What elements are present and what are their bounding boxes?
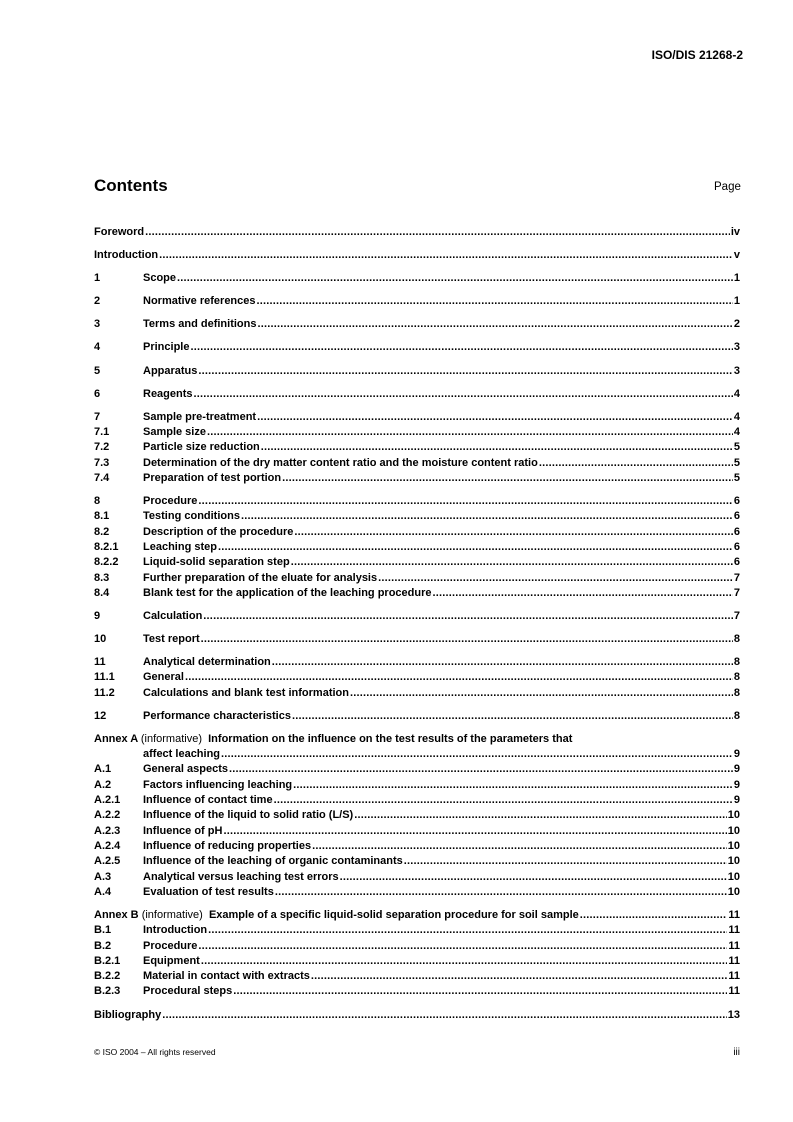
section-title: Reagents <box>143 387 193 400</box>
section-number: 8.3 <box>94 571 110 584</box>
dot-leader <box>202 609 733 624</box>
section-title: Influence of contact time <box>143 794 273 807</box>
toc-entry[interactable] <box>94 939 740 954</box>
toc-entry[interactable] <box>94 793 740 808</box>
toc-entry[interactable] <box>94 808 740 823</box>
section-title: Foreword <box>94 226 145 238</box>
section-number: 7.3 <box>94 456 110 469</box>
section-number: 3 <box>94 318 101 331</box>
annex-group <box>94 908 740 1000</box>
section-title: Blank test for the application of the leaching procedure <box>143 586 432 599</box>
page-ref: 10 <box>727 855 740 868</box>
toc-entry[interactable] <box>94 340 740 355</box>
dot-leader <box>403 854 727 869</box>
section-title: General <box>143 671 184 684</box>
toc-entry[interactable] <box>94 655 740 670</box>
section-title: Procedure <box>143 939 198 952</box>
section-title: Determination of the dry matter content ratio and the moisture content ratio <box>143 456 538 469</box>
dot-leader <box>176 271 733 286</box>
dot-leader <box>273 793 733 808</box>
section-number: 8.4 <box>94 586 110 599</box>
section-number: 7 <box>94 410 101 423</box>
section-title: Description of the procedure <box>143 525 294 538</box>
section-title: Bibliography <box>94 1008 162 1021</box>
section-number: B.2.3 <box>94 985 121 998</box>
toc-entry[interactable] <box>94 248 740 263</box>
dot-leader <box>197 494 732 509</box>
dot-leader <box>377 571 733 586</box>
section-number: A.2.2 <box>94 809 121 822</box>
section-title: Material in contact with extracts <box>143 970 310 983</box>
annex-heading[interactable] <box>94 732 740 747</box>
section-title: Particle size reduction <box>143 441 260 454</box>
toc-entry[interactable] <box>94 984 740 999</box>
toc-group <box>94 709 740 724</box>
section-title: Normative references <box>143 295 256 308</box>
section-number: B.1 <box>94 924 112 937</box>
section-number: 7.4 <box>94 471 110 484</box>
page-ref: 1 <box>733 272 740 285</box>
page-ref: 13 <box>727 1008 740 1021</box>
annex-type: (informative) <box>141 908 203 921</box>
copyright: © ISO 2004 – All rights reserved <box>94 1047 216 1057</box>
annex-heading-cont[interactable] <box>94 747 740 762</box>
contents-title: Contents <box>94 176 168 195</box>
page-ref: 7 <box>733 609 740 622</box>
toc-entry[interactable] <box>94 271 740 286</box>
dot-leader <box>232 984 727 999</box>
toc-entry[interactable] <box>94 387 740 402</box>
section-number: A.3 <box>94 870 112 883</box>
section-number: 11.1 <box>94 671 115 684</box>
section-number: 2 <box>94 295 101 308</box>
section-number: 11.2 <box>94 686 115 699</box>
section-title: Apparatus <box>143 364 198 377</box>
page-ref: 9 <box>733 763 740 776</box>
section-number: A.2 <box>94 778 112 791</box>
page-footer <box>94 1047 740 1058</box>
toc-entry[interactable] <box>94 670 740 685</box>
section-number: 8.2.2 <box>94 556 119 569</box>
dot-leader <box>579 908 728 923</box>
toc-entry[interactable] <box>94 509 740 524</box>
toc-entry[interactable] <box>94 364 740 379</box>
page-ref: 2 <box>733 318 740 331</box>
page-column-label: Page <box>714 181 741 193</box>
annex-title-cont: affect leaching <box>143 748 221 761</box>
dot-leader <box>193 387 733 402</box>
toc-entry[interactable] <box>94 294 740 309</box>
section-number: 4 <box>94 341 101 354</box>
page-ref: v <box>733 249 740 262</box>
section-title: Terms and definitions <box>143 318 257 331</box>
page-ref: 11 <box>728 939 740 952</box>
section-number: 10 <box>94 633 107 645</box>
page-ref: 10 <box>727 870 740 883</box>
toc-entry[interactable] <box>94 632 740 647</box>
section-number: 6 <box>94 387 101 400</box>
dot-leader <box>353 808 727 823</box>
dot-leader <box>220 747 733 762</box>
toc-entry[interactable] <box>94 456 740 471</box>
toc-group <box>94 494 740 601</box>
toc-group <box>94 609 740 624</box>
section-title: Analytical determination <box>143 656 271 669</box>
dot-leader <box>217 540 733 555</box>
annex-label: Annex B <box>94 908 139 921</box>
section-title: Sample pre-treatment <box>143 410 257 423</box>
page-ref: 11 <box>728 908 740 921</box>
toc-entry[interactable] <box>94 571 740 586</box>
toc-entry[interactable] <box>94 317 740 332</box>
section-number: B.2.2 <box>94 970 121 983</box>
dot-leader <box>256 410 733 425</box>
page-ref: 11 <box>728 954 740 967</box>
dot-leader <box>144 225 730 240</box>
dot-leader <box>274 885 727 900</box>
toc-entry[interactable] <box>94 854 740 869</box>
dot-leader <box>538 456 733 471</box>
dot-leader <box>281 471 733 486</box>
section-title: Evaluation of test results <box>143 885 274 898</box>
toc-group <box>94 271 740 286</box>
section-number: A.2.3 <box>94 824 121 837</box>
section-title: Influence of the leaching of organic contaminants <box>143 855 403 868</box>
annex-title: Example of a specific liquid-solid separation procedure for soil sample <box>208 908 579 921</box>
section-title: Preparation of test portion <box>143 471 282 484</box>
page-ref: 7 <box>733 571 740 584</box>
section-title: Calculation <box>143 609 203 622</box>
toc-group <box>94 294 740 309</box>
dot-leader <box>349 686 733 701</box>
dot-leader <box>200 954 728 969</box>
toc-group <box>94 340 740 355</box>
section-title: Scope <box>143 272 177 285</box>
section-title: Influence of reducing properties <box>143 839 312 852</box>
dot-leader <box>158 248 733 263</box>
dot-leader <box>292 778 733 793</box>
section-title: Factors influencing leaching <box>143 778 293 791</box>
toc-entry[interactable] <box>94 778 740 793</box>
section-number: B.2 <box>94 939 112 952</box>
page-ref: 3 <box>733 341 740 354</box>
page-ref: 8 <box>733 633 740 645</box>
page-ref: 10 <box>727 885 740 898</box>
page-ref: 8 <box>733 686 740 699</box>
page-ref: 4 <box>733 387 740 400</box>
toc-group <box>94 387 740 402</box>
section-title: Analytical versus leaching test errors <box>143 870 339 883</box>
toc-entry[interactable] <box>94 609 740 624</box>
annex-type: (informative) <box>140 732 202 745</box>
dot-leader <box>189 340 732 355</box>
toc-entry[interactable] <box>94 540 740 555</box>
page-ref: 6 <box>733 525 740 538</box>
toc-entry[interactable] <box>94 471 740 486</box>
dot-leader <box>339 870 727 885</box>
section-title: Influence of the liquid to solid ratio (L/S) <box>143 809 354 822</box>
section-title: Procedure <box>143 495 198 508</box>
toc-entry[interactable] <box>94 923 740 938</box>
annex-label: Annex A <box>94 732 138 745</box>
toc-entry[interactable] <box>94 709 740 724</box>
dot-leader <box>207 923 727 938</box>
page-ref: 10 <box>727 809 740 822</box>
dot-leader <box>290 555 733 570</box>
toc-group <box>94 317 740 332</box>
dot-leader <box>311 839 727 854</box>
dot-leader <box>197 939 727 954</box>
toc-group <box>94 655 740 701</box>
page-ref: 11 <box>728 970 740 983</box>
page-ref: 4 <box>733 410 740 423</box>
dot-leader <box>432 586 733 601</box>
toc-entry[interactable] <box>94 410 740 425</box>
section-number: A.2.4 <box>94 839 121 852</box>
section-title: Principle <box>143 341 190 354</box>
page-ref: 9 <box>733 748 740 761</box>
section-title: General aspects <box>143 763 228 776</box>
dot-leader <box>293 525 733 540</box>
section-number: A.2.1 <box>94 794 121 807</box>
toc-entry[interactable] <box>94 525 740 540</box>
toc-entry[interactable] <box>94 440 740 455</box>
toc-group <box>94 225 740 240</box>
section-number: 7.1 <box>94 426 110 439</box>
page-ref: 5 <box>733 471 740 484</box>
section-title: Performance characteristics <box>143 709 291 722</box>
annex-heading[interactable] <box>94 908 740 923</box>
table-of-contents <box>94 225 740 1031</box>
page-ref: 8 <box>733 671 740 684</box>
dot-leader <box>271 655 733 670</box>
toc-entry[interactable] <box>94 839 740 854</box>
toc-group <box>94 364 740 379</box>
section-number: 8.1 <box>94 510 110 523</box>
toc-entry[interactable] <box>94 425 740 440</box>
section-number: 11 <box>94 656 106 669</box>
page-ref: 11 <box>728 924 740 937</box>
toc-group <box>94 410 740 486</box>
annex-title: Information on the influence on the test results of the parameters that <box>208 732 573 745</box>
toc-group <box>94 632 740 647</box>
dot-leader <box>256 317 732 332</box>
page-ref: 5 <box>733 441 740 454</box>
section-title: Calculations and blank test information <box>143 686 349 699</box>
section-number: 12 <box>94 709 107 722</box>
toc-entry[interactable] <box>94 885 740 900</box>
page-ref: 10 <box>727 839 740 852</box>
section-title: Sample size <box>143 426 206 439</box>
section-title: Influence of pH <box>143 824 223 837</box>
section-number: 1 <box>94 272 101 285</box>
page-ref: iv <box>730 226 740 238</box>
dot-leader <box>222 824 726 839</box>
section-number: A.4 <box>94 885 112 898</box>
section-number: 7.2 <box>94 441 110 454</box>
page-ref: 9 <box>733 794 740 807</box>
section-title: Equipment <box>143 954 200 967</box>
section-title: Introduction <box>143 924 208 937</box>
dot-leader <box>197 364 732 379</box>
page-ref: 6 <box>733 540 740 553</box>
annex-group <box>94 732 740 900</box>
document-id: ISO/DIS 21268-2 <box>651 48 743 62</box>
section-title: Further preparation of the eluate for analysis <box>143 571 378 584</box>
page-ref: 7 <box>733 586 740 599</box>
section-title: Testing conditions <box>143 510 240 523</box>
section-number: 8 <box>94 495 101 508</box>
section-number: B.2.1 <box>94 954 121 967</box>
page-ref: 4 <box>733 426 740 439</box>
dot-leader <box>240 509 733 524</box>
toc-entry-bibliography[interactable] <box>94 1008 740 1023</box>
section-number: 5 <box>94 364 101 377</box>
section-title: Liquid-solid separation step <box>143 556 290 569</box>
dot-leader <box>228 762 733 777</box>
toc-entry[interactable] <box>94 586 740 601</box>
dot-leader <box>200 632 733 647</box>
dot-leader <box>260 440 733 455</box>
section-number: A.2.5 <box>94 855 121 868</box>
page-ref: 10 <box>727 824 740 837</box>
section-title: Test report <box>143 633 200 645</box>
section-number: 8.2 <box>94 525 110 538</box>
dot-leader <box>161 1008 727 1023</box>
toc-entry[interactable] <box>94 824 740 839</box>
page-ref: 1 <box>733 295 740 308</box>
dot-leader <box>184 670 733 685</box>
toc-entry[interactable] <box>94 969 740 984</box>
page-ref: 3 <box>733 364 740 377</box>
page-ref: 8 <box>733 709 740 722</box>
toc-entry[interactable] <box>94 686 740 701</box>
section-title: Introduction <box>94 249 159 262</box>
page-ref: 6 <box>733 556 740 569</box>
toc-entry[interactable] <box>94 870 740 885</box>
section-number: A.1 <box>94 763 112 776</box>
dot-leader <box>310 969 727 984</box>
page-ref: 5 <box>733 456 740 469</box>
toc-group <box>94 248 740 263</box>
dot-leader <box>291 709 733 724</box>
toc-entry[interactable] <box>94 555 740 570</box>
section-title: Procedural steps <box>143 985 233 998</box>
section-title: Leaching step <box>143 540 217 553</box>
toc-entry[interactable] <box>94 494 740 509</box>
section-number: 8.2.1 <box>94 540 119 553</box>
section-number: 9 <box>94 609 101 622</box>
toc-entry[interactable] <box>94 954 740 969</box>
page-number: iii <box>733 1047 740 1058</box>
toc-entry[interactable] <box>94 225 740 240</box>
page-ref: 8 <box>733 656 740 669</box>
page-ref: 6 <box>733 510 740 523</box>
page-ref: 6 <box>733 495 740 508</box>
page-ref: 9 <box>733 778 740 791</box>
dot-leader <box>256 294 733 309</box>
page-ref: 11 <box>728 985 740 998</box>
dot-leader <box>206 425 733 440</box>
toc-entry[interactable] <box>94 762 740 777</box>
